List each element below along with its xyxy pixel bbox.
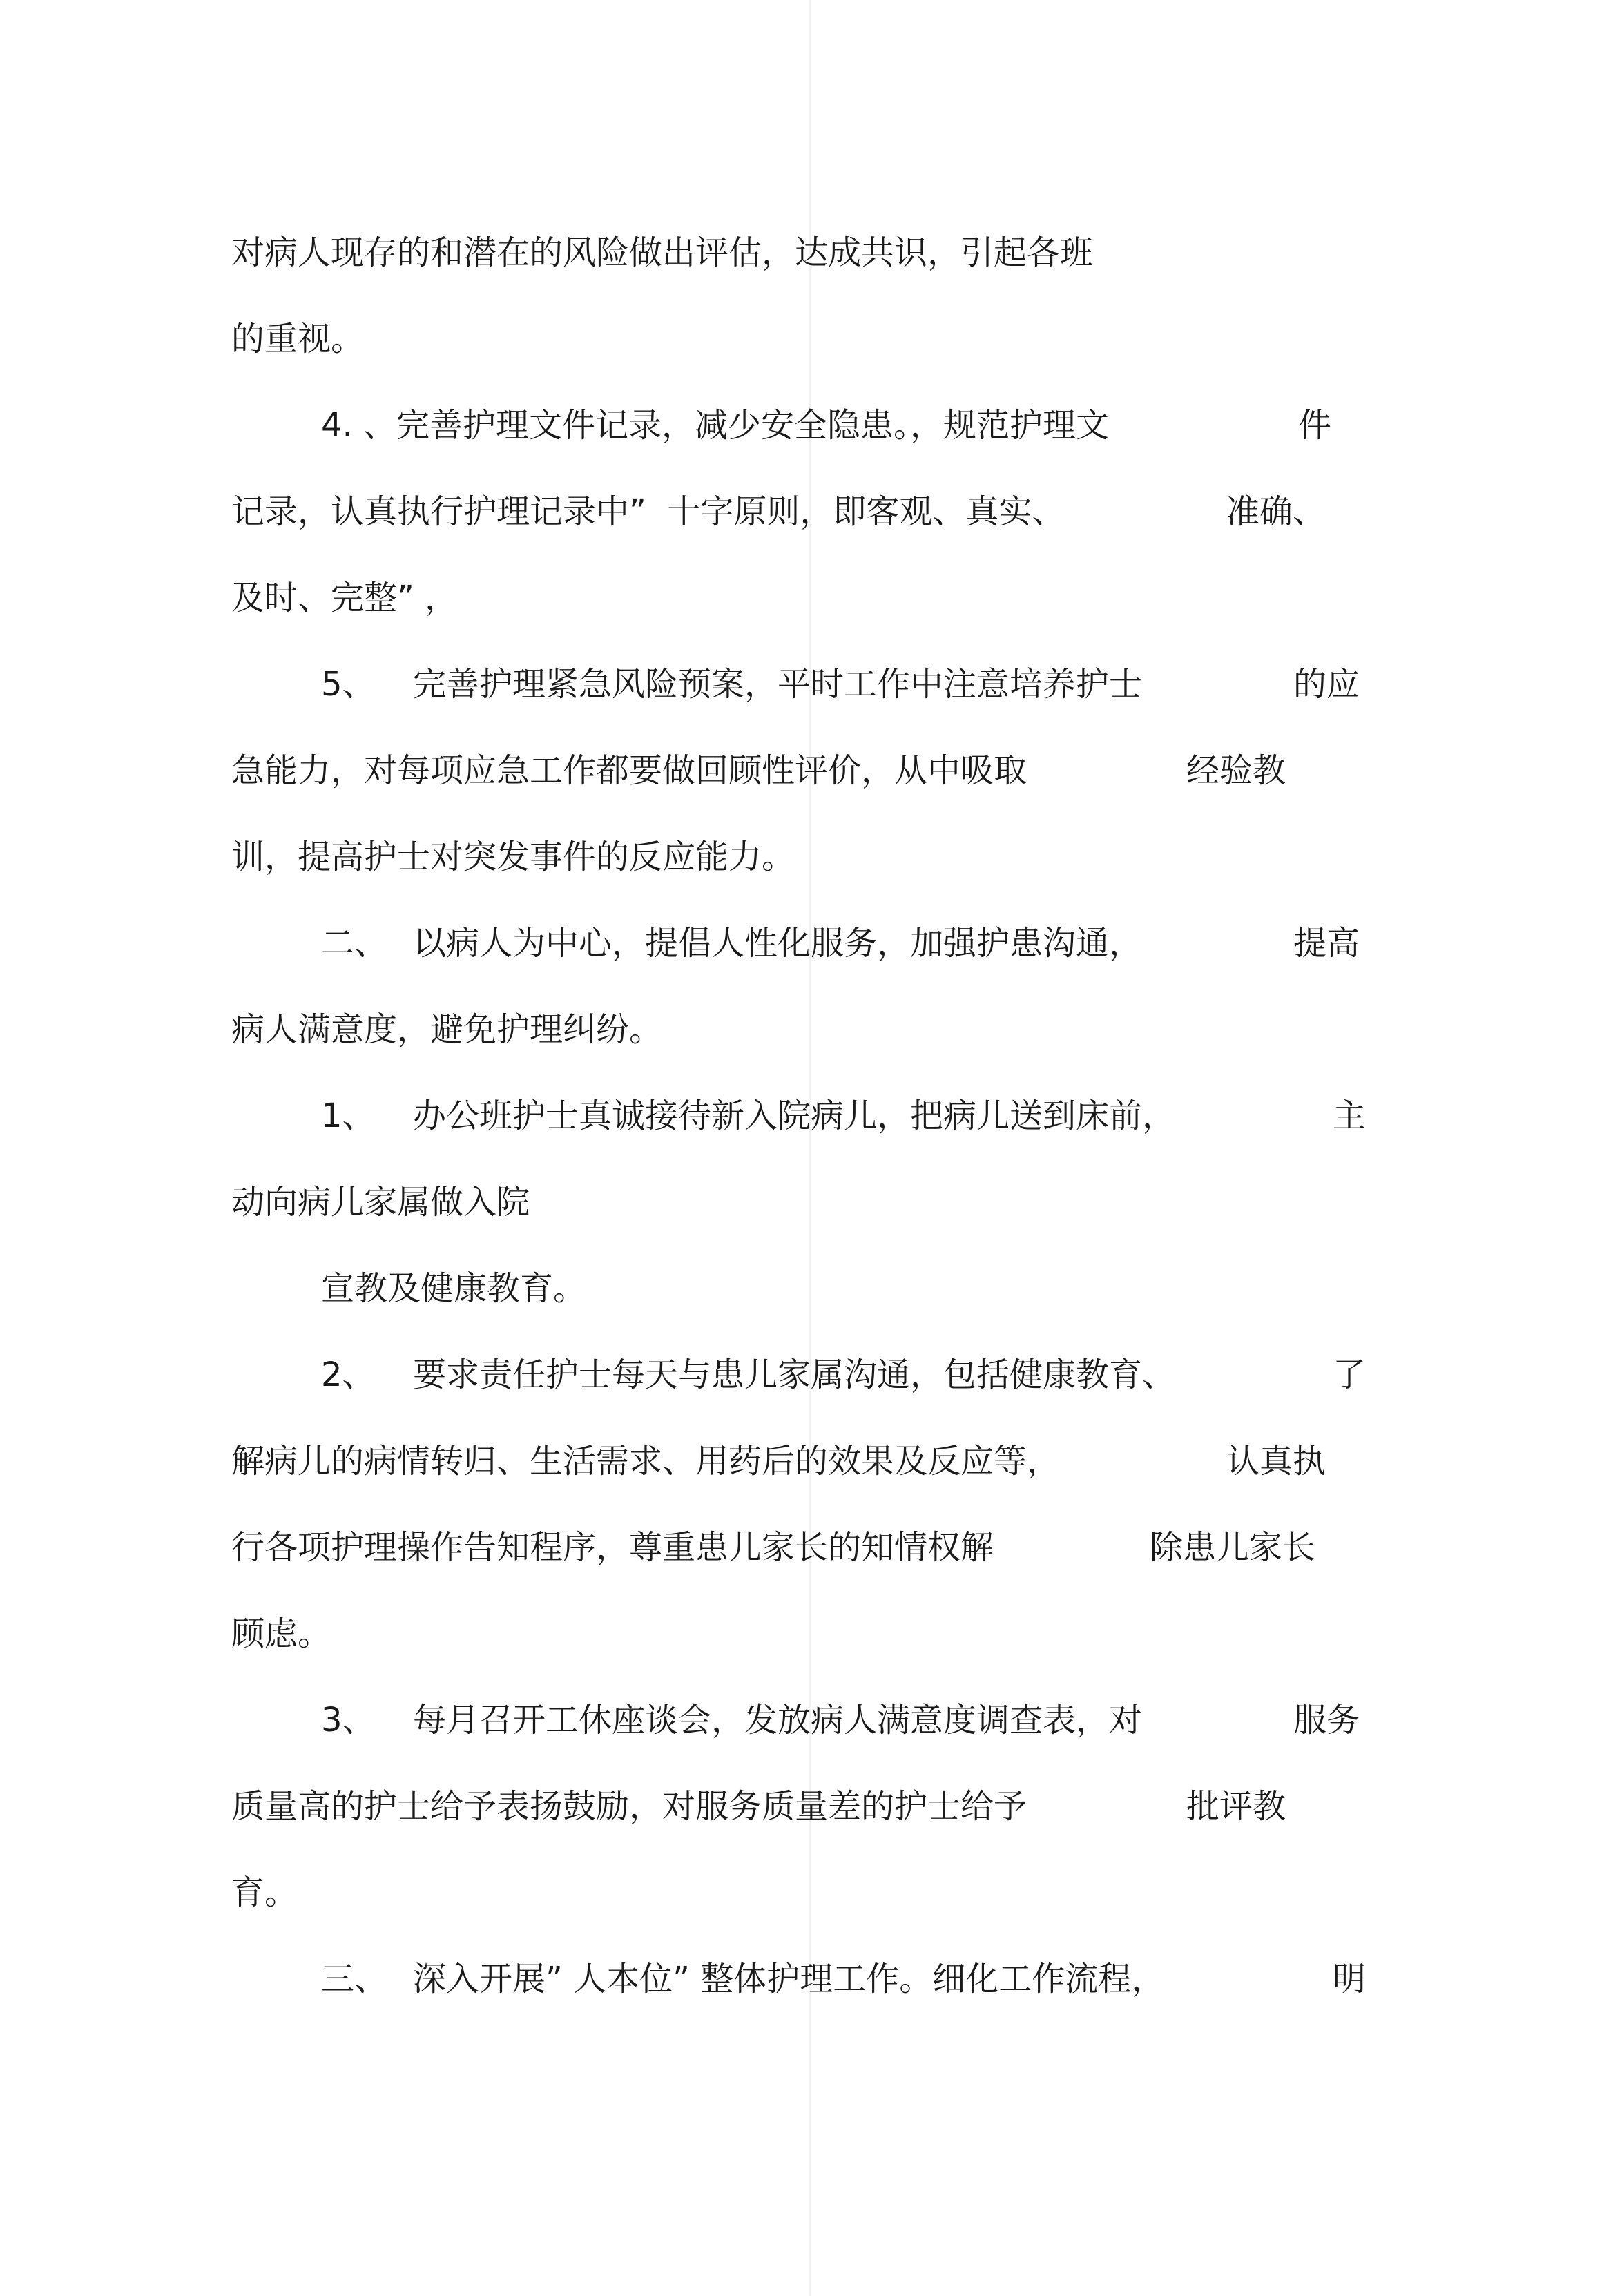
text-line: 准确、: [1226, 492, 1326, 531]
text-line: 对病人现存的和潜在的风险做出评估，达成共识，引起各班: [231, 233, 1094, 272]
text-line: 顾虑。: [231, 1614, 331, 1653]
text-line: 的应: [1293, 665, 1360, 704]
text-line: 3、: [321, 1701, 376, 1739]
text-line: 深入开展” 人本位” 整体护理工作。细化工作流程，: [413, 1960, 1165, 1998]
text-line: 病人满意度，避免护理纠纷。: [231, 1010, 663, 1049]
text-line: 宣教及健康教育。: [321, 1269, 587, 1308]
text-line: 要求责任护士每天与患儿家属沟通，包括健康教育、: [413, 1356, 1176, 1394]
text-line: 动向病儿家属做入院: [231, 1183, 530, 1222]
text-line: 育。: [231, 1873, 298, 1912]
text-line: 4. 、完善护理文件记录，减少安全隐患。，规范护理文: [321, 406, 1110, 445]
text-line: 5、: [321, 665, 376, 704]
page-fold-line: [809, 0, 811, 2296]
text-line: 二、: [321, 924, 388, 963]
text-line: 行各项护理操作告知程序，尊重患儿家长的知情权解: [231, 1528, 994, 1567]
text-line: 解病儿的病情转归、生活需求、用药后的效果及反应等，: [231, 1442, 1061, 1480]
text-line: 认真执: [1226, 1442, 1326, 1480]
text-line: 了: [1333, 1356, 1367, 1394]
text-line: 及时、完整” ，: [231, 579, 458, 617]
text-line: 办公班护士真诚接待新入院病儿，把病儿送到床前，: [413, 1097, 1176, 1135]
text-line: 急能力，对每项应急工作都要做回顾性评价，从中吸取: [231, 751, 1027, 790]
text-line: 主: [1333, 1097, 1367, 1135]
text-line: 每月召开工休座谈会，发放病人满意度调查表，对: [413, 1701, 1143, 1739]
text-line: 除患儿家长: [1150, 1528, 1316, 1567]
text-line: 质量高的护士给予表扬鼓励，对服务质量差的护士给予: [231, 1787, 1027, 1826]
text-line: 训，提高护士对突发事件的反应能力。: [231, 838, 795, 876]
text-line: 的重视。: [231, 320, 365, 358]
text-line: 1、: [321, 1097, 376, 1135]
text-line: 以病人为中心，提倡人性化服务，加强护患沟通，: [413, 924, 1143, 963]
text-line: 2、: [321, 1356, 376, 1394]
text-line: 提高: [1293, 924, 1360, 963]
text-line: 完善护理紧急风险预案，平时工作中注意培养护士: [413, 665, 1143, 704]
text-line: 件: [1298, 406, 1332, 445]
text-line: 经验教: [1186, 751, 1286, 790]
text-line: 明: [1333, 1960, 1367, 1998]
text-line: 服务: [1293, 1701, 1360, 1739]
text-line: 三、: [321, 1960, 388, 1998]
text-line: 记录，认真执行护理记录中” 十字原则，即客观、真实、: [231, 492, 1065, 531]
text-line: 批评教: [1186, 1787, 1286, 1826]
